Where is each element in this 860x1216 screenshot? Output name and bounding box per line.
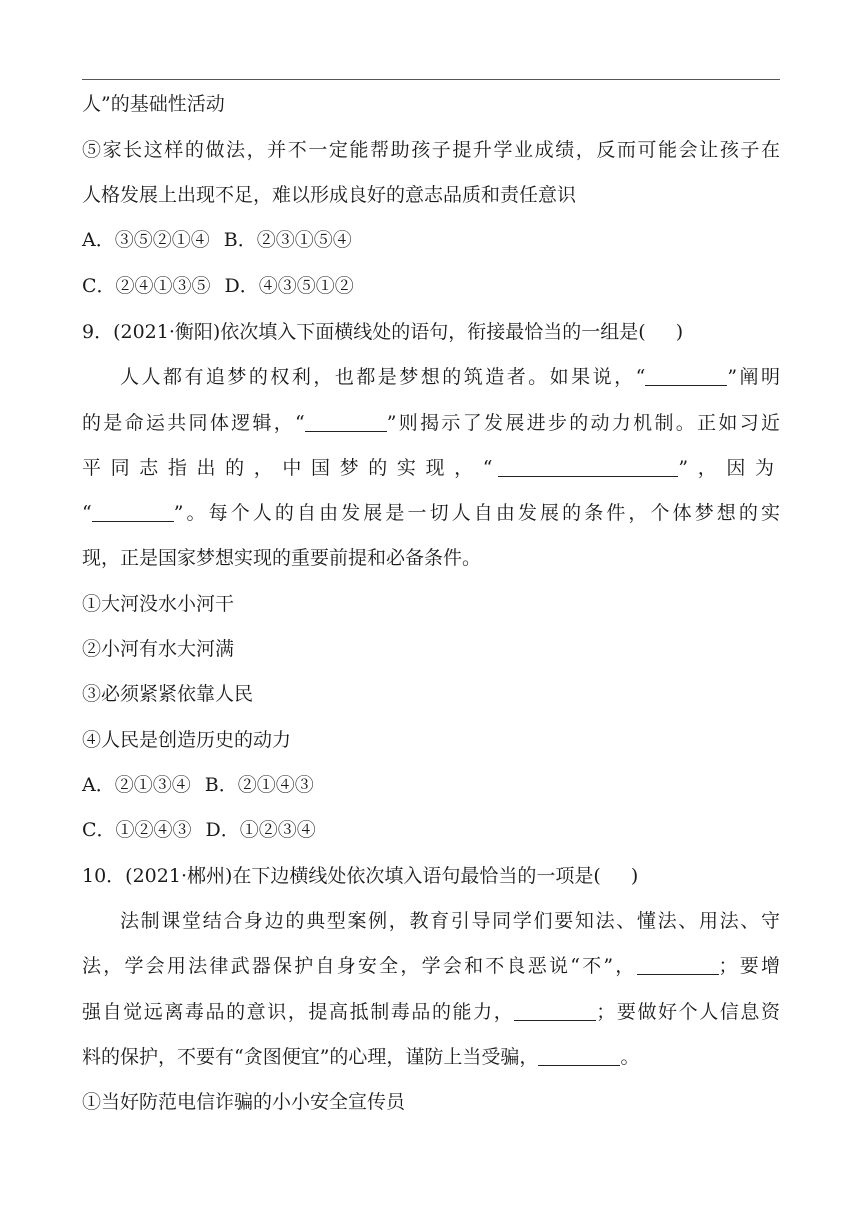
q9-option-b: B．②①④③ <box>204 774 314 796</box>
q10-passage-line3 <box>82 999 780 1025</box>
q9-passage-line1 <box>120 364 780 390</box>
q9-passage-line4 <box>82 500 780 526</box>
q8-line: 人”的基础性活动 <box>82 93 225 115</box>
answer-blank <box>538 1047 620 1066</box>
q9-option-a: A．②①③④ <box>82 774 191 796</box>
q9-p1a: 人人都有追梦的权利，也都是梦想的筑造者。如果说，“ <box>120 366 646 388</box>
q9-item-3: ③必须紧紧依靠人民 <box>82 683 254 705</box>
q9-p1b: ”阐明 <box>727 366 780 388</box>
q10-item-1: ①当好防范电信诈骗的小小安全宣传员 <box>82 1091 406 1113</box>
q9-passage-line5: 现，正是国家梦想实现的重要前提和必备条件。 <box>82 547 482 569</box>
q10-stem-text: 10．(2021·郴州)在下边横线处依次填入语句最恰当的一项是( <box>82 865 601 887</box>
q9-p4a: “ <box>82 502 92 524</box>
answer-blank <box>645 367 727 386</box>
q9-item-1: ①大河没水小河干 <box>82 593 235 615</box>
q9-p3b: ”，因为 <box>678 457 780 479</box>
q8-option-a: A．③⑤②①④ <box>82 229 210 251</box>
q10-passage-line2 <box>82 953 780 979</box>
q8-option-c: C．②④①③⑤ <box>82 275 211 297</box>
q8-option-d: D．④③⑤①② <box>224 275 354 297</box>
q9-p4b: ”。每个人的自由发展是一切人自由发展的条件，个体梦想的实 <box>173 502 780 524</box>
q10-p3b: ；要做好个人信息资 <box>596 1001 780 1023</box>
q9-options-cd <box>82 817 780 843</box>
q9-item-4: ④人民是创造历史的动力 <box>82 729 292 751</box>
q8-options-ab <box>82 227 780 253</box>
answer-blank <box>305 413 387 432</box>
q8-item-5-line2: 人格发展上出现不足，难以形成良好的意志品质和责任意识 <box>82 184 577 206</box>
answer-blank <box>514 1002 596 1021</box>
q9-item-2: ②小河有水大河满 <box>82 638 235 660</box>
answer-blank <box>92 503 174 522</box>
q9-passage-line3 <box>82 455 780 481</box>
q8-options-cd <box>82 273 780 299</box>
answer-blank <box>498 458 678 477</box>
q9-stem-close: ) <box>675 321 684 343</box>
q9-option-d: D．①②③④ <box>205 819 316 841</box>
q9-options-ab <box>82 772 780 798</box>
q10-p3a: 强自觉远离毒品的意识，提高抵制毒品的能力， <box>82 1001 515 1023</box>
q10-p4b: 。 <box>620 1046 640 1068</box>
q8-option-b: B．②③①⑤④ <box>223 229 352 251</box>
q9-p3a: 平同志指出的，中国梦的实现，“ <box>82 457 499 479</box>
q8-item-5-line1: ⑤家长这样的做法，并不一定能帮助孩子提升学业成绩，反而可能会让孩子在 <box>82 139 780 161</box>
q9-option-c: C．①②④③ <box>82 819 192 841</box>
q9-p2a: 的是命运共同体逻辑，“ <box>82 412 305 434</box>
q9-passage-line2 <box>82 410 780 436</box>
q10-p2b: ；要增 <box>718 955 780 977</box>
answer-blank <box>637 956 719 975</box>
q9-stem-text: 9．(2021·衡阳)依次填入下面横线处的语句，衔接最恰当的一组是( <box>82 321 646 343</box>
q10-stem-close: ) <box>630 865 639 887</box>
q10-p4a: 料的保护，不要有“贪图便宜”的心理，谨防上当受骗， <box>82 1046 539 1068</box>
header-rule <box>82 79 780 80</box>
q10-passage-line1: 法制课堂结合身边的典型案例，教育引导同学们要知法、懂法、用法、守 <box>120 910 780 932</box>
q9-p2b: ”则揭示了发展进步的动力机制。正如习近 <box>386 412 781 434</box>
q9-stem <box>82 319 780 345</box>
q10-p2a: 法，学会用法律武器保护自身安全，学会和不良恶说“不”， <box>82 955 637 977</box>
q10-passage-line4 <box>82 1044 780 1070</box>
q10-stem <box>82 863 780 889</box>
